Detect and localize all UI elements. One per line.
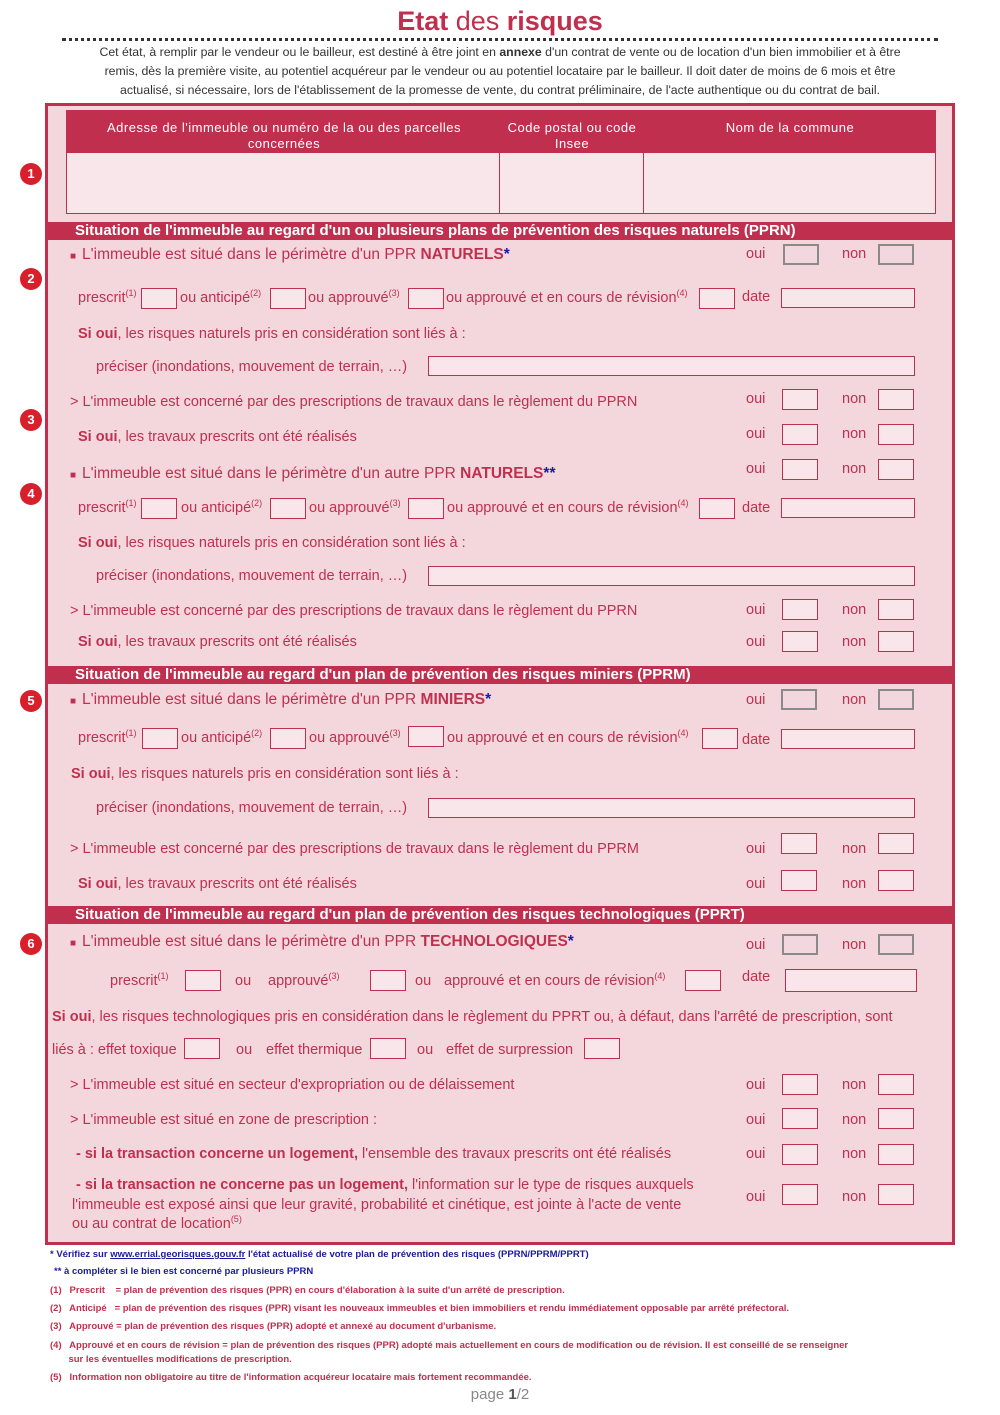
pprn-preciser-input[interactable]	[428, 356, 915, 376]
verify-pre: * Vérifiez sur	[50, 1249, 111, 1260]
square-bullet-icon: ■	[70, 696, 77, 707]
si-oui-rest: , les risques naturels pris en considération sont liés à :	[117, 326, 466, 342]
pprt-prescrit-checkbox[interactable]	[185, 970, 221, 991]
section-number-6: 6	[20, 933, 42, 955]
pprt-perimetre-line	[70, 933, 574, 951]
si-oui-bold: Si oui	[52, 1009, 92, 1025]
pprm-approuve-checkbox[interactable]	[408, 726, 444, 747]
pprm-perimetre-text: L'immeuble est situé dans le périmètre d'un PPR	[82, 691, 421, 708]
autre-prescriptions-label: > L'immeuble est concerné par des prescriptions de travaux dans le règlement du PPRN	[70, 603, 638, 619]
pprn-oui-label: oui	[746, 246, 766, 262]
pprn-travaux-oui-label: oui	[746, 426, 766, 442]
autre-approuve-checkbox[interactable]	[408, 498, 444, 519]
page-total: /2	[516, 1386, 530, 1403]
autre-perimetre-line	[70, 465, 555, 483]
logement-rest: l'ensemble des travaux prescrits ont été réalisés	[358, 1146, 672, 1162]
pprn-star: *	[503, 246, 510, 263]
footnote-5: (5) Information non obligatoire au titre de l'information acquéreur locataire mais fortement recommandée.	[50, 1372, 532, 1383]
logement-label	[76, 1146, 671, 1162]
non-logement-bold: - si la transaction ne concerne pas un logement,	[76, 1177, 409, 1193]
pprn-travaux-non-label: non	[842, 426, 867, 442]
intro-text	[0, 43, 1000, 100]
pprm-prescriptions-non-checkbox[interactable]	[878, 833, 914, 854]
autre-prescriptions-non-label: non	[842, 602, 867, 618]
non-logement-oui-checkbox[interactable]	[782, 1184, 818, 1205]
pprn-prescriptions-non-label: non	[842, 391, 867, 407]
non-logement-non-checkbox[interactable]	[878, 1184, 914, 1205]
revision-text: ou approuvé et en cours de révision	[447, 730, 678, 746]
pprt-lies-label: liés à : effet toxique	[52, 1042, 177, 1058]
non-logement-oui-label: oui	[746, 1189, 766, 1205]
sup-4: (4)	[654, 971, 666, 982]
non-logement-non-label: non	[842, 1189, 867, 1205]
sup-3: (3)	[389, 728, 401, 739]
pprm-date-label: date	[742, 732, 771, 748]
header-commune: Nom de la commune	[725, 120, 855, 135]
non-logement-line-3	[72, 1215, 694, 1235]
page-pre: page	[470, 1386, 509, 1403]
anticipe-text: ou anticipé	[180, 290, 251, 306]
autre-anticipe-label	[181, 500, 262, 516]
prescrit-label: prescrit	[78, 500, 126, 516]
logement-bold: - si la transaction concerne un logement,	[76, 1146, 359, 1162]
pprt-star: *	[567, 933, 574, 950]
square-bullet-icon: ■	[70, 470, 77, 481]
pprt-ou-3: ou	[236, 1042, 253, 1058]
pprn-prescriptions-label: > L'immeuble est concerné par des prescriptions de travaux dans le règlement du PPRN	[70, 394, 638, 410]
pprm-prescriptions-label: > L'immeuble est concerné par des prescriptions de travaux dans le règlement du PPRM	[70, 841, 639, 857]
travaux-rest: , les travaux prescrits ont été réalisés	[117, 429, 357, 445]
pprt-ou-4: ou	[417, 1042, 434, 1058]
pprn-non-label: non	[842, 246, 867, 262]
pprm-anticipe-label	[181, 730, 262, 746]
verify-note	[50, 1249, 589, 1260]
intro-line-1	[0, 43, 1000, 62]
autre-prescrit-checkbox[interactable]	[141, 498, 177, 519]
approuve-text: ou approuvé	[309, 500, 390, 516]
intro-line-1-a: Cet état, à remplir par le vendeur ou le bailleur, est destiné à être joint en	[99, 45, 500, 59]
postal-code-input[interactable]	[499, 152, 644, 214]
autre-date-input[interactable]	[781, 498, 915, 518]
non-logement-rest-3: ou au contrat de location	[72, 1216, 231, 1232]
sup-1: (1)	[125, 288, 137, 299]
footnote-2: (2) Anticipé = plan de prévention des risques (PPR) visant les nouveaux immeubles et bien immobiliers et rendu immédiatement opposable par arrêté préfectoral.	[50, 1303, 790, 1314]
pprm-travaux-non-checkbox[interactable]	[878, 870, 914, 891]
approuve-text: ou approuvé	[308, 290, 389, 306]
si-oui-bold: Si oui	[78, 634, 118, 650]
pprn-prescrit-checkbox[interactable]	[141, 288, 177, 309]
autre-si-oui-line	[78, 535, 466, 551]
sup-2: (2)	[251, 728, 263, 739]
section-bar-pprn: Situation de l'immeuble au regard d'un ou plusieurs plans de prévention des risques naturels (PPRN)	[47, 222, 953, 240]
pprn-revision-label	[446, 290, 688, 306]
footnote-3: (3) Approuvé = plan de prévention des risques (PPR) adopté et annexé au document d'urbanisme.	[50, 1321, 497, 1332]
pprt-ou-1: ou	[235, 973, 252, 989]
si-oui-bold: Si oui	[71, 766, 111, 782]
revision-text: approuvé et en cours de révision	[444, 973, 655, 989]
square-bullet-icon: ■	[70, 251, 77, 262]
autre-anticipe-checkbox[interactable]	[270, 498, 306, 519]
pprt-date-label: date	[742, 969, 771, 985]
pprn-travaux-label	[78, 429, 357, 445]
si-oui-rest: , les risques naturels pris en considération sont liés à :	[110, 766, 459, 782]
autre-revision-checkbox[interactable]	[699, 498, 735, 519]
pprn-status-row	[78, 290, 137, 306]
prescrit-label: prescrit	[78, 290, 126, 306]
effet-thermique-label: effet thermique	[266, 1042, 363, 1058]
pprn-perimetre-line	[70, 246, 510, 264]
prescrit-label: prescrit	[110, 973, 158, 989]
autre-travaux-oui-checkbox[interactable]	[782, 631, 818, 652]
commune-input[interactable]	[643, 152, 936, 214]
autre-travaux-non-checkbox[interactable]	[878, 631, 914, 652]
expropriation-oui-checkbox[interactable]	[782, 1074, 818, 1095]
pprm-travaux-label	[78, 876, 357, 892]
logement-non-label: non	[842, 1146, 867, 1162]
title-etat: Etat	[397, 6, 449, 36]
expropriation-oui-label: oui	[746, 1077, 766, 1093]
sup-2: (2)	[250, 288, 262, 299]
effet-surpression-checkbox[interactable]	[584, 1038, 620, 1059]
square-bullet-icon: ■	[70, 938, 77, 949]
pprt-perimetre-text: L'immeuble est situé dans le périmètre d'un PPR	[82, 933, 421, 950]
pprn-date-input[interactable]	[781, 288, 915, 308]
sup-4: (4)	[677, 498, 689, 509]
effet-thermique-checkbox[interactable]	[370, 1038, 406, 1059]
autre-perimetre-text: L'immeuble est situé dans le périmètre d'un autre PPR	[82, 465, 461, 482]
logement-oui-checkbox[interactable]	[782, 1144, 818, 1165]
address-input[interactable]	[66, 152, 500, 214]
autre-prescriptions-oui-label: oui	[746, 602, 766, 618]
pprm-approuve-label	[309, 730, 401, 746]
autre-travaux-oui-label: oui	[746, 634, 766, 650]
autre-prescriptions-non-checkbox[interactable]	[878, 599, 914, 620]
pprm-travaux-oui-checkbox[interactable]	[781, 870, 817, 891]
zone-oui-label: oui	[746, 1112, 766, 1128]
autre-preciser-label: préciser (inondations, mouvement de terrain, …)	[96, 568, 408, 584]
zone-oui-checkbox[interactable]	[782, 1108, 818, 1129]
pprn-oui-checkbox[interactable]	[783, 244, 819, 265]
si-oui-bold: Si oui	[78, 326, 118, 342]
sup-3: (3)	[388, 288, 400, 299]
anticipe-text: ou anticipé	[181, 500, 252, 516]
anticipe-text: ou anticipé	[181, 730, 252, 746]
pprm-prescriptions-non-label: non	[842, 841, 867, 857]
autre-travaux-label	[78, 634, 357, 650]
page-current: 1	[508, 1386, 517, 1403]
pprn-non-checkbox[interactable]	[878, 244, 914, 265]
pprn-si-oui-line	[78, 326, 466, 342]
plusieurs-note: ** à compléter si le bien est concerné par plusieurs PPRN	[54, 1266, 314, 1277]
pprm-revision-label	[447, 730, 689, 746]
pprm-star: *	[485, 691, 492, 708]
pprt-revision-label	[444, 973, 665, 989]
pprm-non-label: non	[842, 692, 867, 708]
non-logement-line-2: l'immeuble est exposé ainsi que leur gravité, probabilité et cinétique, est jointe à l'acte de vente	[72, 1196, 682, 1213]
pprt-prescrit-label	[110, 973, 169, 989]
verify-post: l'état actualisé de votre plan de prévention des risques (PPRN/PPRM/PPRT)	[245, 1249, 589, 1260]
approuve-text: approuvé	[268, 973, 329, 989]
approuve-text: ou approuvé	[309, 730, 390, 746]
pprm-miniers: MINIERS	[420, 691, 486, 708]
pprt-non-checkbox[interactable]	[878, 934, 914, 955]
non-logement-label	[72, 1176, 694, 1235]
travaux-rest: , les travaux prescrits ont été réalisés	[117, 634, 357, 650]
expropriation-non-label: non	[842, 1077, 867, 1093]
autre-non-label: non	[842, 461, 867, 477]
prescrit-label: prescrit	[78, 730, 126, 746]
logement-non-checkbox[interactable]	[878, 1144, 914, 1165]
intro-line-3: actualisé, si nécessaire, lors de l'établissement de la promesse de vente, du contrat préliminaire, de l'acte authentique ou du contrat de bail.	[119, 83, 881, 97]
pprm-prescrit-checkbox[interactable]	[142, 728, 178, 749]
sup-4: (4)	[676, 288, 688, 299]
pprm-prescriptions-oui-label: oui	[746, 841, 766, 857]
autre-naturels: NATURELS	[460, 465, 544, 482]
autre-travaux-non-label: non	[842, 634, 867, 650]
section-number-3: 3	[20, 409, 42, 431]
pprm-preciser-input[interactable]	[428, 798, 915, 818]
pprn-prescriptions-oui-label: oui	[746, 391, 766, 407]
revision-text: ou approuvé et en cours de révision	[446, 290, 677, 306]
si-oui-bold: Si oui	[78, 429, 118, 445]
pprm-non-checkbox[interactable]	[878, 689, 914, 710]
pprt-date-input[interactable]	[785, 969, 917, 992]
expropriation-label: > L'immeuble est situé en secteur d'expropriation ou de délaissement	[70, 1077, 515, 1093]
pprn-approuve-checkbox[interactable]	[408, 288, 444, 309]
page-title	[0, 6, 1000, 37]
sup-3: (3)	[328, 971, 340, 982]
pprm-travaux-non-label: non	[842, 876, 867, 892]
intro-line-2: remis, dès la première visite, au potentiel acquéreur par le vendeur ou au potentiel locataire par le bailleur. Il doit dater de moins de 6 mois et être	[104, 64, 896, 78]
pprn-revision-checkbox[interactable]	[699, 288, 735, 309]
page-number	[0, 1386, 1000, 1403]
pprn-approuve-label	[308, 290, 400, 306]
pprn-anticipe-checkbox[interactable]	[270, 288, 306, 309]
travaux-rest: , les travaux prescrits ont été réalisés	[117, 876, 357, 892]
pprm-oui-label: oui	[746, 692, 766, 708]
autre-preciser-input[interactable]	[428, 566, 915, 586]
autre-date-label: date	[742, 500, 771, 516]
pprt-approuve-label	[268, 973, 339, 989]
pprt-oui-checkbox[interactable]	[782, 934, 818, 955]
sup-1: (1)	[125, 498, 137, 509]
si-oui-rest: , les risques naturels pris en considération sont liés à :	[117, 535, 466, 551]
autre-star: **	[543, 465, 556, 482]
zone-prescription-label: > L'immeuble est situé en zone de prescription :	[70, 1112, 378, 1128]
autre-status-row	[78, 500, 137, 516]
pprn-perimetre-text: L'immeuble est situé dans le périmètre d'un PPR	[82, 246, 421, 263]
pprm-anticipe-checkbox[interactable]	[270, 728, 306, 749]
footnote-4-cont: sur les éventuelles modifications de prescription.	[50, 1354, 292, 1365]
pprm-status-row	[78, 730, 137, 746]
sup-2: (2)	[251, 498, 263, 509]
pprt-si-oui-line	[52, 1009, 893, 1025]
pprn-preciser-label: préciser (inondations, mouvement de terrain, …)	[96, 359, 408, 375]
autre-approuve-label	[309, 500, 401, 516]
autre-oui-label: oui	[746, 461, 766, 477]
pprt-ou-2: ou	[415, 973, 432, 989]
header-postal: Code postal ou code Insee	[507, 120, 637, 151]
footnote-4: (4) Approuvé et en cours de révision = plan de prévention des risques (PPR) adopté mais actuellement en cours de modification ou de révision. Il est conseillé de se renseigner	[50, 1340, 849, 1351]
title-dotted-rule	[62, 38, 938, 41]
autre-prescriptions-oui-checkbox[interactable]	[782, 599, 818, 620]
pprn-date-label: date	[742, 289, 771, 305]
pprn-prescriptions-non-checkbox[interactable]	[878, 389, 914, 410]
section-number-4: 4	[20, 483, 42, 505]
pprm-prescriptions-oui-checkbox[interactable]	[781, 833, 817, 854]
zone-non-label: non	[842, 1112, 867, 1128]
pprm-si-oui-line	[71, 766, 459, 782]
sup-5: (5)	[230, 1214, 242, 1225]
pprt-si-oui-rest: , les risques technologiques pris en considération dans le règlement du PPRT ou, à défaut, dans l'arrêté de prescription, sont	[91, 1009, 893, 1025]
section-number-5: 5	[20, 690, 42, 712]
pprn-travaux-non-checkbox[interactable]	[878, 424, 914, 445]
pprn-prescriptions-oui-checkbox[interactable]	[782, 389, 818, 410]
pprt-technologiques: TECHNOLOGIQUES	[420, 933, 568, 950]
pprm-oui-checkbox[interactable]	[781, 689, 817, 710]
pprt-non-label: non	[842, 937, 867, 953]
effet-toxique-checkbox[interactable]	[184, 1038, 220, 1059]
non-logement-rest-1: l'information sur le type de risques auxquels	[408, 1177, 694, 1193]
pprm-perimetre-line	[70, 691, 491, 709]
zone-non-checkbox[interactable]	[878, 1108, 914, 1129]
sup-1: (1)	[157, 971, 169, 982]
autre-oui-checkbox[interactable]	[782, 459, 818, 480]
sup-3: (3)	[389, 498, 401, 509]
pprn-naturels: NATURELS	[420, 246, 504, 263]
autre-non-checkbox[interactable]	[878, 459, 914, 480]
header-address: Adresse de l'immeuble ou numéro de la ou des parcelles concernées	[107, 120, 461, 151]
pprn-travaux-oui-checkbox[interactable]	[782, 424, 818, 445]
pprm-date-input[interactable]	[781, 729, 915, 749]
logement-oui-label: oui	[746, 1146, 766, 1162]
intro-line-1-b: d'un contrat de vente ou de location d'un bien immobilier et à être	[541, 45, 901, 59]
pprm-preciser-label: préciser (inondations, mouvement de terrain, …)	[96, 800, 408, 816]
section-number-1: 1	[20, 163, 42, 185]
intro-annexe: annexe	[499, 45, 542, 59]
si-oui-bold: Si oui	[78, 876, 118, 892]
section-bar-pprm: Situation de l'immeuble au regard d'un plan de prévention des risques miniers (PPRM)	[47, 666, 953, 684]
pprn-anticipe-label	[180, 290, 261, 306]
revision-text: ou approuvé et en cours de révision	[447, 500, 678, 516]
pprt-oui-label: oui	[746, 937, 766, 953]
autre-revision-label	[447, 500, 689, 516]
expropriation-non-checkbox[interactable]	[878, 1074, 914, 1095]
title-des: des	[448, 6, 507, 36]
footnote-1: (1) Prescrit = plan de prévention des risques (PPR) en cours d'élaboration à la suite d'un arrêté de prescription.	[50, 1285, 565, 1296]
pprt-revision-checkbox[interactable]	[685, 970, 721, 991]
sup-1: (1)	[125, 728, 137, 739]
non-logement-line-1	[72, 1176, 694, 1196]
errial-link[interactable]: www.errial.georisques.gouv.fr	[110, 1249, 246, 1260]
section-bar-pprt: Situation de l'immeuble au regard d'un plan de prévention des risques technologiques (PPRT)	[47, 906, 953, 924]
sup-4: (4)	[677, 728, 689, 739]
si-oui-bold: Si oui	[78, 535, 118, 551]
section-number-2: 2	[20, 268, 42, 290]
pprm-travaux-oui-label: oui	[746, 876, 766, 892]
effet-surpression-label: effet de surpression	[446, 1042, 574, 1058]
pprt-approuve-checkbox[interactable]	[370, 970, 406, 991]
pprm-revision-checkbox[interactable]	[702, 728, 738, 749]
title-risques: risques	[506, 6, 603, 36]
